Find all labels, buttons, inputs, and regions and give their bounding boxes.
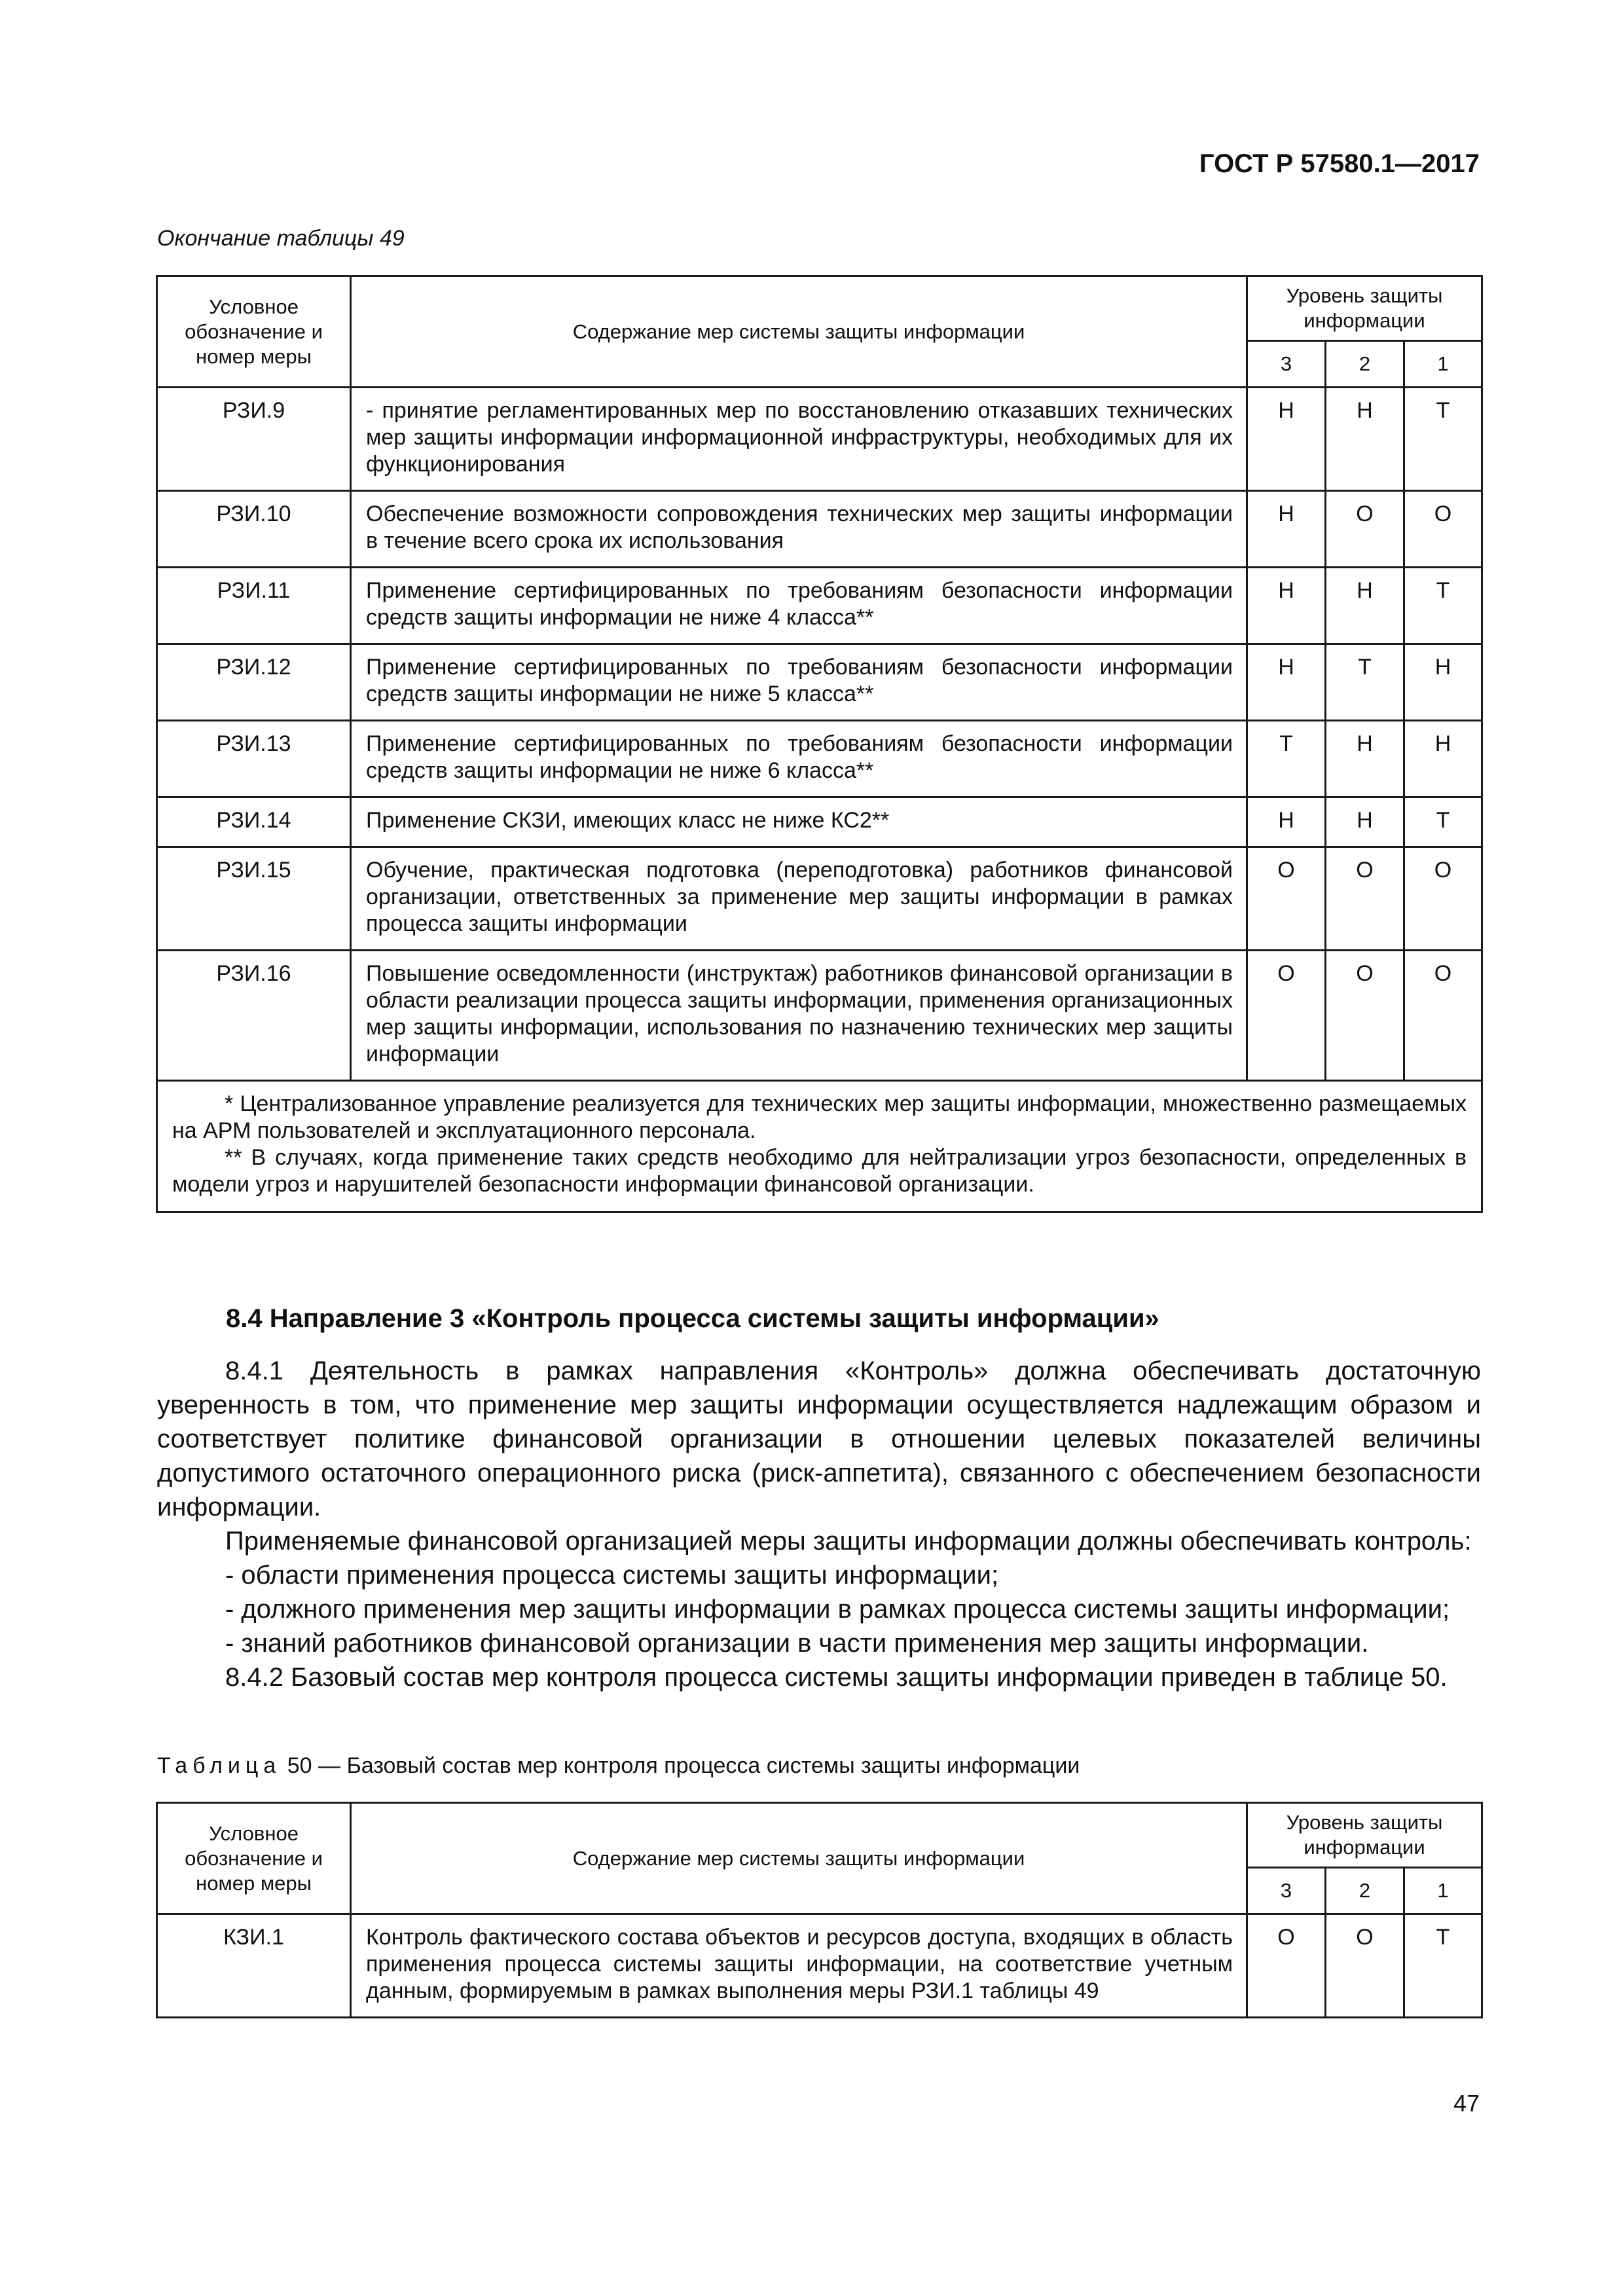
table-row	[157, 721, 1482, 797]
measure-text: Обеспечение возможности сопровождения технических мер защиты информации в течение всего срока их использования	[351, 491, 1247, 568]
table50-caption-text: 50 — Базовый состав мер контроля процесса системы защиты информации	[287, 1753, 1080, 1778]
level-2-value: О	[1326, 491, 1404, 568]
level-1-value: О	[1404, 951, 1482, 1081]
level-1-value: Н	[1404, 721, 1482, 797]
col-header-code: Условное обозначение и номер меры	[157, 1803, 351, 1914]
measure-text: Применение сертифицированных по требованиям безопасности информации средств защиты информации не ниже 5 класса**	[351, 644, 1247, 721]
measure-code: РЗИ.14	[157, 797, 351, 847]
level-1-value: Т	[1404, 1914, 1482, 2018]
measure-code: РЗИ.12	[157, 644, 351, 721]
bullet-item: - знаний работников финансовой организации в части применения мер защиты информации.	[225, 1629, 1369, 1658]
table-row	[157, 491, 1482, 568]
level-2-value: О	[1326, 951, 1404, 1081]
level-1-header: 1	[1404, 341, 1482, 388]
level-2-value: Н	[1326, 388, 1404, 491]
bullet-item: - должного применения мер защиты информации в рамках процесса системы защиты информации;	[225, 1595, 1450, 1624]
measure-text: Повышение осведомленности (инструктаж) работников финансовой организации в области реализации процесса защиты информации, применения организационных мер защиты информации, использования по назначению технических мер защиты информации	[351, 951, 1247, 1081]
col-header-code: Условное обозначение и номер меры	[157, 276, 351, 388]
table-row	[157, 1914, 1482, 2018]
measure-text: Применение сертифицированных по требованиям безопасности информации средств защиты информации не ниже 6 класса**	[351, 721, 1247, 797]
table-notes-row	[157, 1081, 1482, 1212]
level-2-value: Н	[1326, 568, 1404, 644]
level-2-value: Т	[1326, 644, 1404, 721]
table-row	[157, 847, 1482, 951]
table-row	[157, 797, 1482, 847]
measure-text: Обучение, практическая подготовка (переподготовка) работников финансовой организации, ответственных за применение мер защиты информации в рамках процесса защиты информации	[351, 847, 1247, 951]
measure-text: Применение сертифицированных по требованиям безопасности информации средств защиты информации не ниже 4 класса**	[351, 568, 1247, 644]
level-2-value: Н	[1326, 721, 1404, 797]
level-3-header: 3	[1247, 341, 1326, 388]
document-header: ГОСТ Р 57580.1—2017	[1199, 149, 1480, 178]
measure-text: - принятие регламентированных мер по восстановлению отказавших технических мер защиты информации информационной инфраструктуры, необходимых для их функционирования	[351, 388, 1247, 491]
measure-code: РЗИ.15	[157, 847, 351, 951]
level-2-header: 2	[1326, 1868, 1404, 1914]
level-2-header: 2	[1326, 341, 1404, 388]
col-header-level: Уровень защиты информации	[1247, 276, 1482, 341]
level-2-value: О	[1326, 1914, 1404, 2018]
level-1-value: Н	[1404, 644, 1482, 721]
table49-caption: Окончание таблицы 49	[157, 226, 405, 251]
level-1-value: Т	[1404, 568, 1482, 644]
measure-code: РЗИ.16	[157, 951, 351, 1081]
measure-code: РЗИ.9	[157, 388, 351, 491]
table-row	[157, 644, 1482, 721]
paragraph: Применяемые финансовой организацией меры защиты информации должны обеспечивать контроль:	[225, 1527, 1472, 1556]
measure-text: Контроль фактического состава объектов и ресурсов доступа, входящих в область применения процесса системы защиты информации, на соответствие учетным данным, формируемым в рамках выполнения меры РЗИ.1 таблицы 49	[351, 1914, 1247, 2018]
level-1-value: Т	[1404, 388, 1482, 491]
footnote-2: ** В случаях, когда применение таких средств необходимо для нейтрализации угроз безопасности, определенных в модели угроз и нарушителей безопасности информации финансовой организации.	[172, 1145, 1467, 1197]
table-row	[157, 568, 1482, 644]
bullet-item: - области применения процесса системы защиты информации;	[225, 1561, 999, 1590]
section-body	[157, 1354, 1481, 1694]
level-3-value: Т	[1247, 721, 1326, 797]
table-row	[157, 951, 1482, 1081]
level-3-value: О	[1247, 951, 1326, 1081]
level-2-value: О	[1326, 847, 1404, 951]
table50-caption-label: Таблица	[157, 1753, 282, 1778]
col-header-level: Уровень защиты информации	[1247, 1803, 1482, 1868]
paragraph: 8.4.1 Деятельность в рамках направления «Контроль» должна обеспечивать достаточную уверенность в том, что применение мер защиты информации осуществляется надлежащим образом и соответствует политике финансовой организации в отношении целевых показателей величины допустимого остаточного операционного риска (риск-аппетита), связанного с обеспечением безопасности информации.	[157, 1357, 1481, 1522]
level-3-value: О	[1247, 1914, 1326, 2018]
measure-code: КЗИ.1	[157, 1914, 351, 2018]
level-3-value: О	[1247, 847, 1326, 951]
table-notes	[157, 1081, 1482, 1212]
paragraph: 8.4.2 Базовый состав мер контроля процесса системы защиты информации приведен в таблице 50.	[225, 1663, 1448, 1692]
measure-code: РЗИ.11	[157, 568, 351, 644]
level-2-value: Н	[1326, 797, 1404, 847]
level-1-header: 1	[1404, 1868, 1482, 1914]
level-3-value: Н	[1247, 644, 1326, 721]
table-50	[156, 1802, 1483, 2018]
level-1-value: О	[1404, 491, 1482, 568]
col-header-content: Содержание мер системы защиты информации	[351, 276, 1247, 388]
level-1-value: Т	[1404, 797, 1482, 847]
measure-text: Применение СКЗИ, имеющих класс не ниже КС2**	[351, 797, 1247, 847]
page-number: 47	[1453, 2090, 1480, 2117]
measure-code: РЗИ.13	[157, 721, 351, 797]
col-header-content: Содержание мер системы защиты информации	[351, 1803, 1247, 1914]
level-3-value: Н	[1247, 491, 1326, 568]
level-3-header: 3	[1247, 1868, 1326, 1914]
level-3-value: Н	[1247, 388, 1326, 491]
level-1-value: О	[1404, 847, 1482, 951]
table-row	[157, 388, 1482, 491]
measure-code: РЗИ.10	[157, 491, 351, 568]
level-3-value: Н	[1247, 797, 1326, 847]
table50-caption	[157, 1753, 1080, 1779]
level-3-value: Н	[1247, 568, 1326, 644]
table-49	[156, 275, 1483, 1213]
footnote-1: * Централизованное управление реализуется для технических мер защиты информации, множественно размещаемых на АРМ пользователей и эксплуатационного персонала.	[172, 1091, 1467, 1143]
section-heading: 8.4 Направление 3 «Контроль процесса системы защиты информации»	[226, 1304, 1159, 1333]
